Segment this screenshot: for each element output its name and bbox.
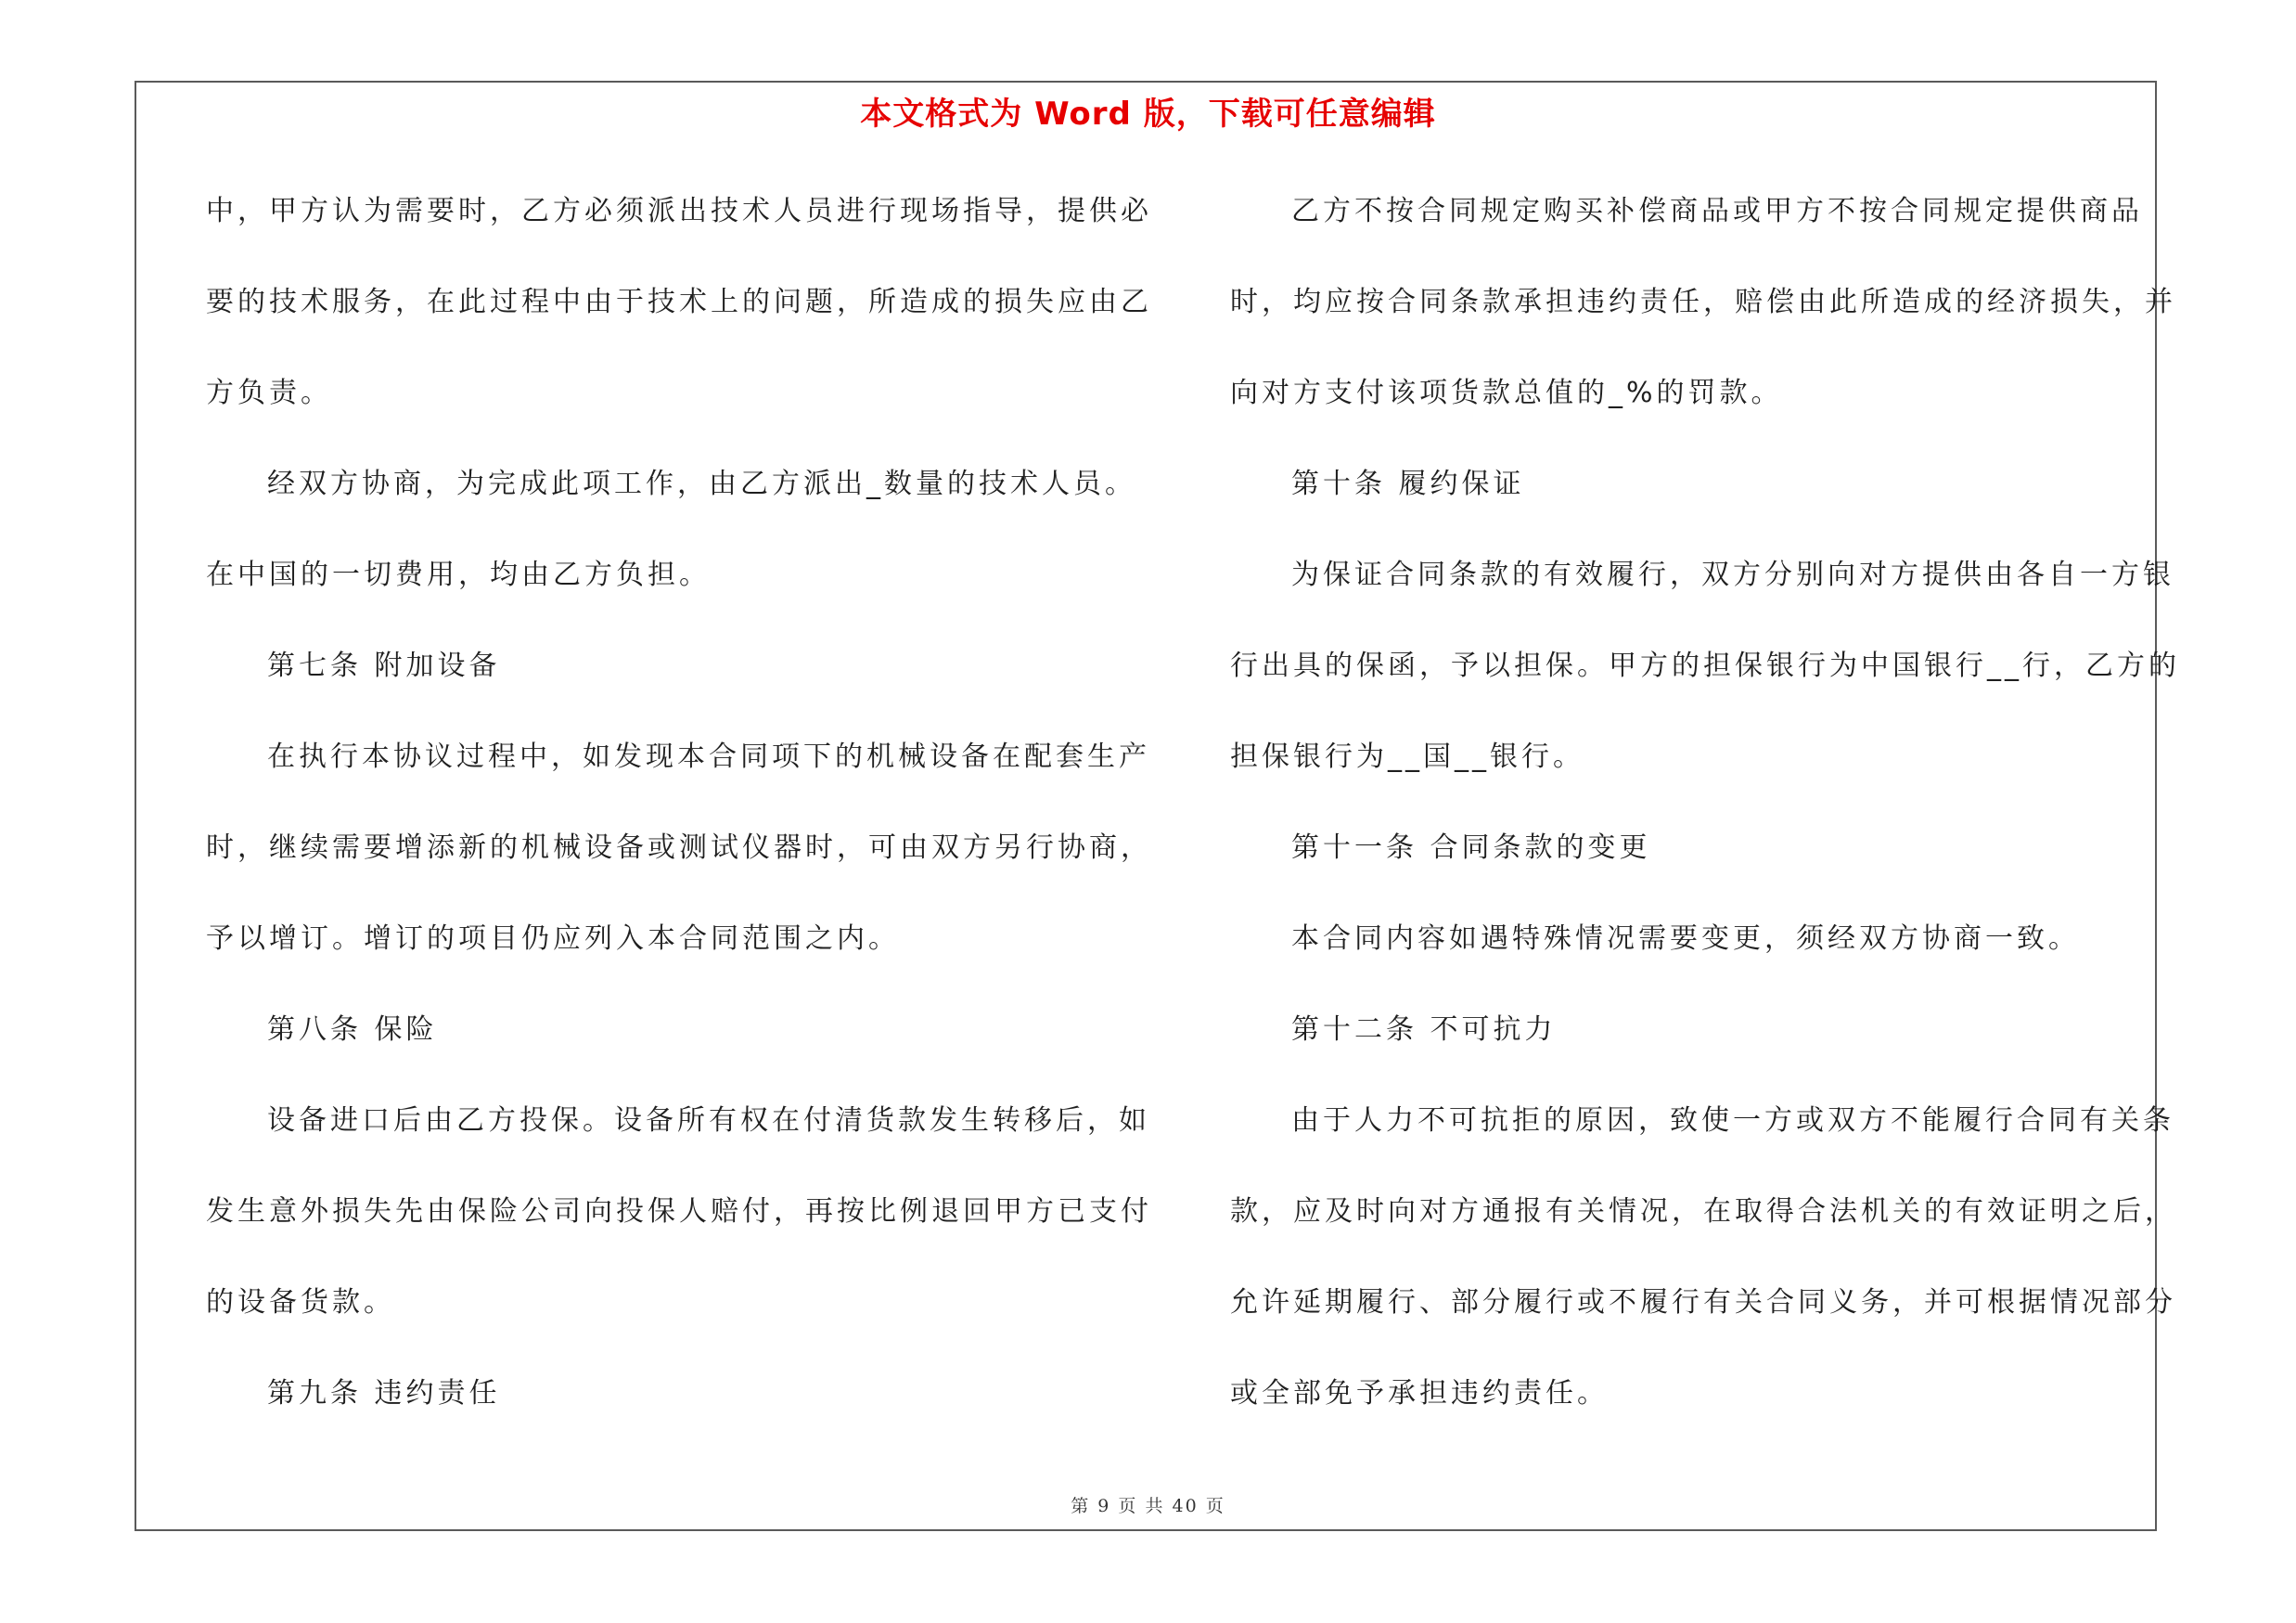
text-line: 乙方不按合同规定购买补偿商品或甲方不按合同规定提供商品 (1291, 195, 2143, 227)
text-line: 担保银行为__国__银行。 (1230, 741, 1584, 773)
text-line: 时，均应按合同条款承担违约责任，赔偿由此所造成的经济损失，并 (1230, 286, 2176, 318)
text-line: 设备进口后由乙方投保。设备所有权在付清货款发生转移后，如 (267, 1104, 1150, 1137)
text-line: 时，继续需要增添新的机械设备或测试仪器时，可由双方另行协商， (206, 831, 1152, 864)
text-line: 为保证合同条款的有效履行，双方分别向对方提供由各自一方银 (1291, 559, 2174, 591)
section-heading: 第七条 附加设备 (267, 650, 501, 682)
text-line: 的设备货款。 (206, 1286, 395, 1319)
section-heading: 第十一条 合同条款的变更 (1291, 831, 1651, 864)
format-notice-banner: 本文格式为 Word 版，下载可任意编辑 (860, 96, 1436, 133)
text-line: 或全部免予承担违约责任。 (1230, 1377, 1609, 1410)
text-line: 予以增订。增订的项目仍应列入本合同范围之内。 (206, 922, 900, 955)
text-line: 方负责。 (206, 377, 332, 409)
text-line: 款，应及时向对方通报有关情况，在取得合法机关的有效证明之后， (1230, 1195, 2176, 1228)
text-line: 允许延期履行、部分履行或不履行有关合同义务，并可根据情况部分 (1230, 1286, 2176, 1319)
text-line: 要的技术服务，在此过程中由于技术上的问题，所造成的损失应由乙 (206, 286, 1152, 318)
section-heading: 第九条 违约责任 (267, 1377, 501, 1410)
text-line: 向对方支付该项货款总值的_%的罚款。 (1230, 377, 1783, 409)
text-line: 中，甲方认为需要时，乙方必须派出技术人员进行现场指导，提供必 (206, 195, 1152, 227)
text-line: 在中国的一切费用，均由乙方负担。 (206, 559, 711, 591)
section-heading: 第十条 履约保证 (1291, 468, 1525, 500)
text-line: 行出具的保函，予以担保。甲方的担保银行为中国银行__行，乙方的 (1230, 650, 2180, 682)
page-number-footer: 第 9 页 共 40 页 (1071, 1496, 1225, 1516)
text-line: 由于人力不可抗拒的原因，致使一方或双方不能履行合同有关条 (1291, 1104, 2174, 1137)
section-heading: 第十二条 不可抗力 (1291, 1013, 1557, 1046)
text-line: 本合同内容如遇特殊情况需要变更，须经双方协商一致。 (1291, 922, 2080, 955)
text-line: 经双方协商，为完成此项工作，由乙方派出_数量的技术人员。 (267, 468, 1136, 500)
text-line: 发生意外损失先由保险公司向投保人赔付，再按比例退回甲方已支付 (206, 1195, 1152, 1228)
text-line: 在执行本协议过程中，如发现本合同项下的机械设备在配套生产 (267, 741, 1150, 773)
section-heading: 第八条 保险 (267, 1013, 438, 1046)
